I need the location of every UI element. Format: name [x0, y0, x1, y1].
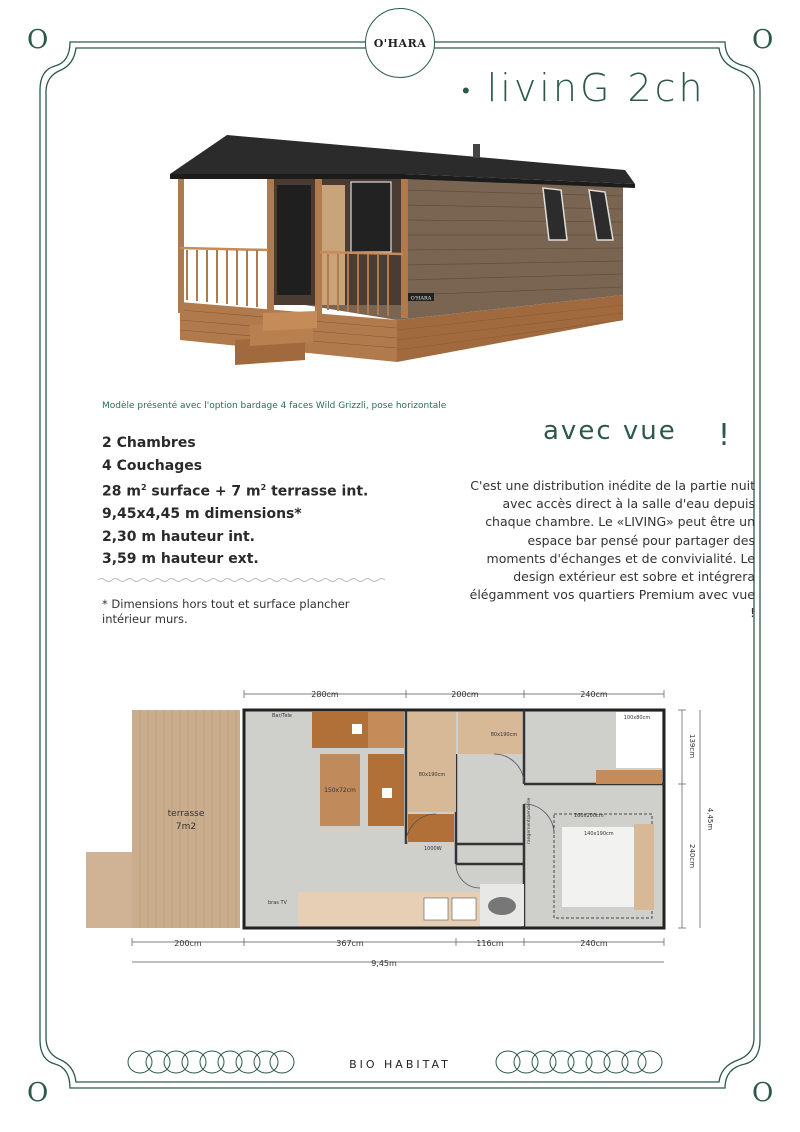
dim-bottom-4: 240cm — [580, 939, 608, 948]
footer-ornament-right — [494, 1048, 664, 1076]
subtitle-mark: ! — [718, 418, 733, 453]
brand-logo — [365, 8, 435, 78]
house-illustration — [165, 130, 640, 370]
description: C'est une distribution inédite de la partie nuit avec accès direct à la salle d'eau depuis chaque chambre. Le «LIVING» peut être un espace bar pensé pour partager des moments d'échanges et de convivialité. Le design extérieur est sobre et intégrera élégamment vos quartiers Premium avec vue ! — [469, 478, 755, 621]
terrace-label: terrasse — [167, 809, 205, 819]
bed-frame-label: 160x200cm — [574, 813, 604, 819]
title-text: livinG 2ch — [486, 66, 706, 110]
spec-surface: 28 $m^2$ surface + 7 $m^2$ terrasse int. — [102, 483, 369, 500]
storage-label: rangement/penderie — [527, 797, 532, 844]
dim-bottom-3: 116cm — [476, 939, 504, 948]
kitchen-label: bras TV — [268, 900, 287, 906]
corner-ornament-bottom-right: O — [752, 1078, 774, 1108]
dim-right-1: 139cm — [688, 733, 696, 759]
corner-ornament-bottom-left: O — [27, 1078, 49, 1108]
spec-beds: 4 Couchages — [102, 457, 203, 474]
terrace-area: 7m2 — [175, 822, 197, 832]
dresser-label: 1000W — [424, 846, 442, 852]
bed-top-label: 80x190cm — [490, 732, 518, 738]
dim-right-2: 240cm — [688, 843, 696, 869]
corner-ornament-top-right: O — [752, 25, 774, 55]
house-sign: O'HARA — [410, 295, 432, 302]
shower-label: 100x80cm — [623, 715, 651, 721]
footer-text: BIO HABITAT — [349, 1058, 451, 1071]
subtitle — [543, 416, 733, 453]
spec-bedrooms: 2 Chambres — [102, 435, 196, 451]
photo-caption: Modèle présenté avec l'option bardage 4 faces Wild Grizzli, pose horizontale — [102, 401, 447, 411]
dim-bottom-1: 200cm — [174, 939, 202, 948]
spec-height-int: 2,30 m hauteur int. — [102, 528, 255, 545]
dim-top-2: 200cm — [451, 690, 479, 699]
logo-text: O'HARA — [373, 36, 427, 50]
corner-ornament-top-left: O — [27, 25, 49, 55]
dim-top-3: 240cm — [580, 690, 608, 699]
dim-bottom-2: 367cm — [336, 939, 364, 948]
dim-top-1: 280cm — [311, 690, 339, 699]
title-bullet: • — [462, 78, 473, 104]
subtitle-text: avec vue — [543, 416, 677, 446]
footnote: * Dimensions hors tout et surface plancher intérieur murs. — [102, 597, 350, 626]
dim-total-length: 9,45m — [371, 959, 397, 968]
wavy-divider — [98, 575, 388, 585]
floor-plan — [84, 684, 724, 974]
spec-height-ext: 3,59 m hauteur ext. — [102, 551, 259, 568]
bar-label: Bar/Tele — [272, 713, 292, 719]
bed-left-label: 80x190cm — [418, 772, 446, 778]
table-label: 150x72cm — [324, 787, 356, 794]
page-title — [462, 66, 706, 110]
specs-list — [102, 432, 368, 571]
mattress-label: 140x190cm — [584, 831, 614, 837]
spec-dimensions: 9,45x4,45 m dimensions* — [102, 506, 302, 523]
dim-total-width: 4,45m — [706, 807, 714, 831]
